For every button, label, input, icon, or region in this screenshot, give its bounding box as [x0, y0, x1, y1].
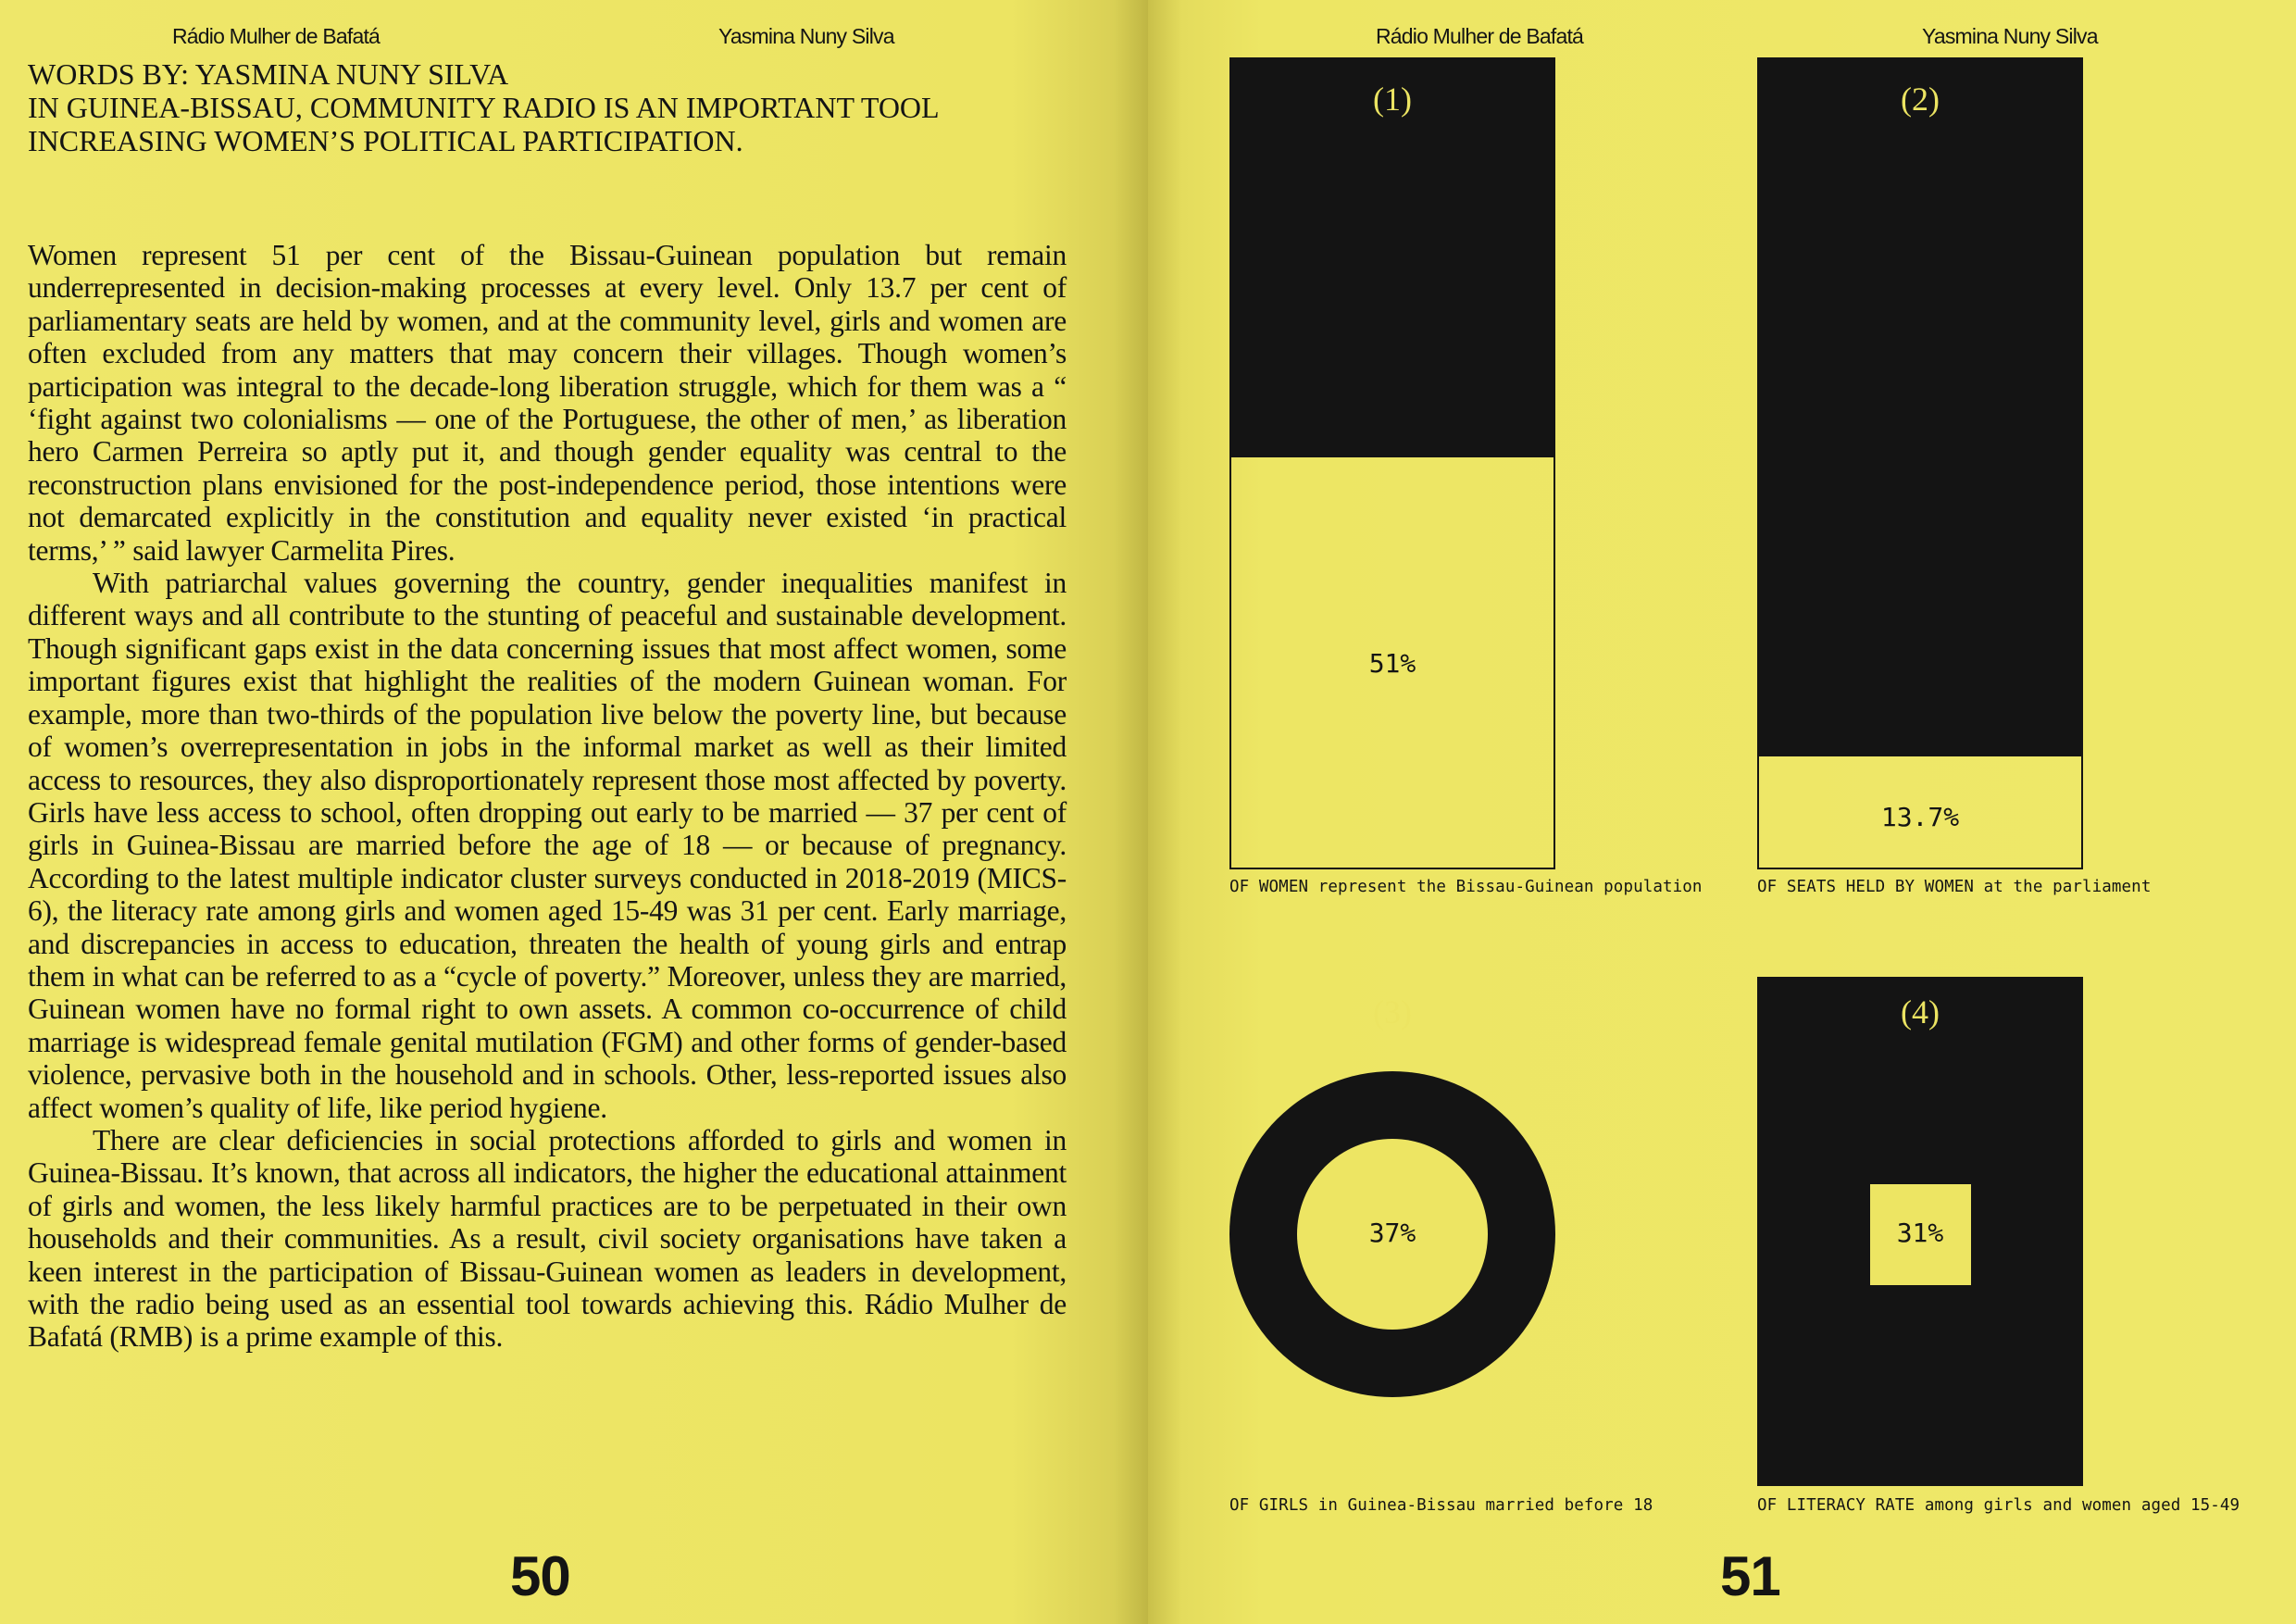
byline: WORDS BY: YASMINA NUNY SILVA	[28, 57, 509, 91]
caption-strong: OF LITERACY RATE	[1757, 1496, 1915, 1515]
headline-line-2: INCREASING WOMEN’S POLITICAL PARTICIPATION.	[28, 124, 743, 157]
caption-strong: OF GIRLS	[1229, 1496, 1309, 1515]
chart-value-label: 13.7%	[1880, 802, 1960, 832]
chart-number: (2)	[1901, 81, 1940, 118]
chart-number: (1)	[1373, 81, 1412, 118]
running-head-author: Yasmina Nuny Silva	[718, 24, 894, 48]
chart-number: (3)	[1373, 993, 1412, 1031]
chart-women-population	[1229, 57, 1555, 869]
caption-rest: represent the Bissau-Guinean population	[1317, 878, 1703, 896]
page-number: 51	[1720, 1545, 1780, 1607]
article-body	[28, 239, 1067, 1354]
paragraph: With patriarchal values governing the country, gender inequalities manifest in different ways and all contribute to the stunting of peaceful and sustainable development. Though significant gaps exist in the data concerning issues that most affect women, some important figures exist that highlight the realities of the modern Guinean woman. For example, more than two-thirds of the population live below the poverty line, but because of women’s overrepresentation in jobs in the informal market as well as their limited access to resources, they also disproportionately represent those most affected by poverty. Girls have less access to school, often dropping out early to be married — 37 per cent of girls in Guinea-Bissau are married before the age of 18 — or because of pregnancy. According to the latest multiple indicator cluster surveys conducted in 2018-2019 (MICS-6), the literacy rate among girls and women aged 15-49 was 31 per cent. Early marriage, and discrepancies in access to education, threaten the health of young girls and entrap them in what can be referred to as a “cycle of poverty.” Moreover, unless they are married, Guinean women have no formal right to own assets. A common co-occurrence of child marriage is widespread female genital mutilation (FGM) and other forms of gender-based violence, pervasive both in the household and in schools. Other, less-reported issues also affect women’s quality of life, like period hygiene.	[28, 567, 1067, 1124]
paragraph: There are clear deficiencies in social protections afforded to girls and women in Guinea-Bissau. It’s known, that across all indicators, the higher the educational attainment of girls and women, the less likely harmful practices are to be perpetuated in their own households and their communities. As a result, civil society organisations have taken a keen interest in the participation of Bissau-Guinean women as leaders in development, with the radio being used as an essential tool towards achieving this. Rádio Mulher de Bafatá (RMB) is a prime example of this.	[28, 1123, 1067, 1354]
chart-caption	[1757, 1496, 2240, 1515]
paragraph: Women represent 51 per cent of the Bissau-Guinean population but remain underrepresented in decision-making processes at every level. Only 13.7 per cent of parliamentary seats are held by women, and at the community level, girls and women are often excluded from any matters that may concern their villages. Though women’s participation was integral to the decade-long liberation struggle, which for them was a “ ‘fight against two colonialisms — one of the Portuguese, the other of men,’ as liberation hero Carmen Perreira so aptly put it, and though gender equality was central to the reconstruction plans envisioned for the post-independence period, those intentions were not demarcated explicitly in the constitution and equality never existed ‘in practical terms,’ ” said lawyer Carmelita Pires.	[28, 239, 1067, 567]
chart-girls-married	[1229, 977, 1555, 1486]
running-head-title: Rádio Mulher de Bafatá	[1376, 24, 1584, 48]
chart-caption	[1757, 878, 2151, 896]
chart-number: (4)	[1901, 993, 1940, 1031]
chart-seats-parliament	[1757, 57, 2083, 869]
running-head-author: Yasmina Nuny Silva	[1922, 24, 2098, 48]
chart-caption	[1229, 1496, 1653, 1515]
chart-value-label: 51%	[1368, 648, 1416, 679]
bar-remainder	[1759, 59, 2081, 756]
chart-caption	[1229, 878, 1703, 896]
caption-rest: in Guinea-Bissau married before 18	[1317, 1496, 1653, 1515]
caption-strong: OF SEATS HELD BY WOMEN	[1757, 878, 1974, 896]
bar-remainder	[1231, 59, 1554, 456]
headline-line-1: IN GUINEA-BISSAU, COMMUNITY RADIO IS AN IMPORTANT TOOL	[28, 91, 940, 124]
caption-strong: OF WOMEN	[1229, 878, 1309, 896]
right-page	[1148, 0, 2296, 1624]
chart-literacy-rate	[1757, 977, 2083, 1486]
article-header	[28, 57, 1083, 157]
chart-value-label: 37%	[1368, 1218, 1416, 1248]
chart-value-label: 31%	[1896, 1218, 1944, 1248]
bar-divider	[1231, 456, 1554, 457]
caption-rest: at the parliament	[1983, 878, 2152, 896]
running-head-title: Rádio Mulher de Bafatá	[172, 24, 381, 48]
caption-rest: among girls and women aged 15-49	[1924, 1496, 2240, 1515]
page-number: 50	[510, 1545, 570, 1607]
